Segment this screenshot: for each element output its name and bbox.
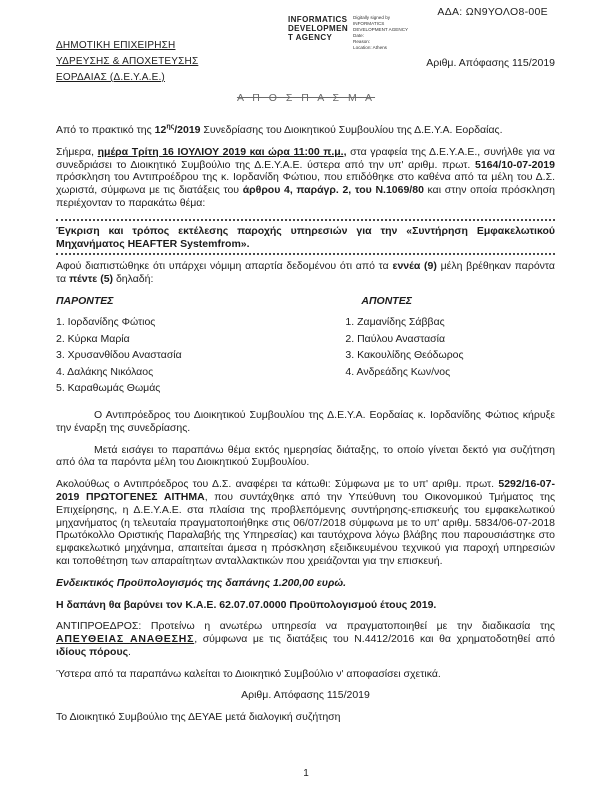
absent-heading: ΑΠΟΝΤΕΣ xyxy=(361,294,412,307)
org-line-1: ΔΗΜΟΤΙΚΗ ΕΠΙΧΕΙΡΗΣΗ xyxy=(56,40,176,51)
paragraph-quorum xyxy=(56,260,555,286)
text-run: Ακολούθως ο Αντιπρόεδρος του Δ.Σ. αναφέρει τα κάτωθι: Σύμφωνα με το υπ' αριθμ. πρωτ. xyxy=(56,478,499,491)
absent-member: 1. Ζαμανίδης Σάββας xyxy=(345,315,445,328)
dotted-separator xyxy=(56,253,555,256)
stamp-signature-line: Location: Athens xyxy=(353,44,387,50)
stamp-signature-line: INFORMATICS xyxy=(353,20,385,26)
organization-name-block xyxy=(56,38,198,86)
org-line-3: ΕΟΡΔΑΙΑΣ (Δ.Ε.Υ.Α.Ε.) xyxy=(56,72,165,83)
budget-estimate-line: Ενδεικτικός Προϋπολογισμός της δαπάνης 1.200,00 ευρώ. xyxy=(56,576,347,589)
paragraph-call-to-decide: Ύστερα από τα παραπάνω καλείται το Διοικητικό Συμβούλιο ν' αποφασίσει σχετικά. xyxy=(56,667,441,680)
stamp-agency-line: T AGENCY xyxy=(288,33,333,43)
text-run: και στην οποία πρόσκληση περιέχονταν το παρακάτω θέμα: xyxy=(56,184,555,209)
stamp-agency-line: DEVELOPMEN xyxy=(288,24,349,34)
text-run: Σήμερα, xyxy=(56,145,98,158)
primary-request-reference: 5292/16-07-2019 ΠΡΩΤΟΓΕΝΕΣ ΑΙΤΗΜΑ xyxy=(56,478,555,503)
text-run: Αφού διαπιστώθηκε ότι υπάρχει νόμιμη απαρτία δεδομένου ότι από τα xyxy=(56,260,393,273)
stamp-signature-line: Reason: xyxy=(353,38,371,44)
present-member: 5. Καραθωμάς Θωμάς xyxy=(56,382,161,395)
absent-member: 3. Κακουλίδης Θεόδωρος xyxy=(345,349,464,362)
paragraph-extract-intro xyxy=(56,124,555,137)
text-run: πρόσκληση του Αντιπροέδρου της κ. Ιορδανίδη Φώτιου, που επιδόθηκε στο καθένα από τα μέλη του Δ.Σ. χωριστά, σύμφωνα με τις διατάξεις του xyxy=(56,171,555,197)
absent-column xyxy=(345,295,555,399)
stamp-agency-name xyxy=(288,15,348,43)
ada-code: ΑΔΑ: ΩΝ9ΥΟΛΟ8-00Ε xyxy=(437,6,548,18)
dotted-separator xyxy=(56,219,555,222)
present-members-count: πέντε (5) xyxy=(69,273,114,286)
own-funds-term: ιδίους πόρους xyxy=(56,645,129,658)
direct-award-term: ΑΠΕΥΘΕΙΑΣ ΑΝΑΘΕΣΗΣ xyxy=(56,633,195,646)
text-run: , σύμφωνα με τις διατάξεις του Ν.4412/2016 και θα χρηματοδοτηθεί από xyxy=(194,633,555,646)
text-run: , που συντάχθηκε από την Υπεύθυνη του Οικονομικού Τμήματος της Επιχείρησης, η Δ.Ε.Υ.Α.Ε. στα πλαίσια της προβλεπόμενης συντήρησης-επισκευής του εμφακελωτικού μηχανήματος (η τελευταία πραγματοποιήθηκε στις 06/07/2018 σύμφωνα με το υπ' αριθμ. 5834/06-07-2018 Πρωτόκολλο Οριστικής Παραλαβής της Υπηρεσίας) και ταυτόχρονα λόγω βλάβης που παρουσιάστηκε στο εμφακελωτικό μηχάνημα, απαιτείται άμεσα η πρόσκληση εξειδικευμένου τεχνικού για παροχή υπηρεσιών και τοποθέτηση των απαραίτητων ανταλλακτικών που χρειάζονται για την επισκευή. xyxy=(56,490,555,567)
present-member: 4. Δαλάκης Νικόλαος xyxy=(56,365,154,378)
org-line-2: ΥΔΡΕΥΣΗΣ & ΑΠΟΧΕΤΕΥΣΗΣ xyxy=(56,56,199,67)
superscript: ης xyxy=(166,123,175,131)
paragraph-vice-president-proposal xyxy=(56,620,555,658)
decision-number-center: Αριθμ. Απόφασης 115/2019 xyxy=(241,689,370,702)
document-body xyxy=(56,124,555,733)
text-run: μέλη βρέθηκαν παρόντα τα xyxy=(56,260,555,286)
expense-account-line: Η δαπάνη θα βαρύνει τον Κ.Α.Ε. 62.07.07.0000 Προϋπολογισμού έτους 2019. xyxy=(56,598,437,611)
paragraph-vice-president-report xyxy=(56,478,555,568)
total-members-count: εννέα (9) xyxy=(392,260,437,273)
text-run: Από το πρακτικό της xyxy=(56,124,155,136)
stamp-signature-line: DEVELOPMENT AGENCY xyxy=(353,26,409,32)
present-member: 1. Ιορδανίδης Φώτιος xyxy=(56,315,156,328)
text-run: Συνεδρίασης του Διοικητικού Συμβουλίου της Δ.Ε.Υ.Α. Εορδαίας. xyxy=(200,124,503,136)
attendance-section xyxy=(56,295,555,399)
digital-signature-stamp xyxy=(288,15,408,51)
text-run: /2019 xyxy=(174,124,201,136)
stamp-signature-details xyxy=(353,15,408,51)
paragraph-opening: Ο Αντιπρόεδρος του Διοικητικού Συμβουλίου της Δ.Ε.Υ.Α. Εορδαίας κ. Ιορδανίδης Φώτιος κήρυξε την έναρξη της συνεδρίασης. xyxy=(56,408,555,434)
absent-member: 2. Παύλου Αναστασία xyxy=(345,332,446,345)
present-heading: ΠΑΡΟΝΤΕΣ xyxy=(56,294,114,307)
absent-member: 4. Ανδρεάδης Κων/νος xyxy=(345,365,451,378)
subject-line: Έγκριση και τρόπος εκτέλεσης παροχής υπηρεσιών για την «Συντήρηση Εμφακελωτικού Μηχανήματος HEAFTER Systemfrom». xyxy=(56,224,555,250)
present-member: 3. Χρυσανθίδου Αναστασία xyxy=(56,349,182,362)
stamp-signature-line: Digitally signed by xyxy=(353,15,391,20)
present-member: 2. Κύρκα Μαρία xyxy=(56,332,130,345)
page-number: 1 xyxy=(303,768,309,779)
text-run: δηλαδή: xyxy=(113,273,154,286)
law-reference: άρθρου 4, παράγρ. 2, του Ν.1069/80 xyxy=(242,184,424,197)
session-number xyxy=(155,124,201,136)
stamp-agency-line: INFORMATICS xyxy=(288,15,348,24)
meeting-date-time: ημέρα Τρίτη 16 ΙΟΥΛΙΟΥ 2019 και ώρα 11:00 π.μ., xyxy=(97,145,347,158)
text-run: . xyxy=(128,645,131,658)
decision-number-header: Αριθμ. Απόφασης 115/2019 xyxy=(426,57,555,69)
stamp-signature-line: Date: xyxy=(353,32,364,38)
invitation-protocol-number: 5164/10-07-2019 xyxy=(475,158,555,171)
paragraph-agenda-item: Μετά εισάγει το παραπάνω θέμα εκτός ημερησίας διάταξης, το οποίο γίνεται δεκτό για συζήτηση από όλα τα παρόντα μέλη του Διοικητικού Συμβουλίου. xyxy=(56,443,555,469)
present-column xyxy=(56,295,345,399)
text-run: ΑΝΤΙΠΡΟΕΔΡΟΣ: Προτείνω η ανωτέρω υπηρεσία να πραγματοποιηθεί με την διαδικασία της xyxy=(56,620,555,633)
document-title: Α Π Ο Σ Π Α Σ Μ Α xyxy=(236,92,376,104)
paragraph-meeting-details xyxy=(56,146,555,210)
text-run: 12 xyxy=(154,124,167,136)
text-run: στα γραφεία της Δ.Ε.Υ.Α.Ε., συνήλθε για να συνεδριάσει το Διοικητικό Συμβούλιο της Δ.Ε.Υ.Α.Ε. ύστερα από την υπ' αριθμ. πρωτ. xyxy=(56,145,555,171)
paragraph-board-discussion: Το Διοικητικό Συμβούλιο της ΔΕΥΑΕ μετά διαλογική συζήτηση xyxy=(56,711,341,724)
